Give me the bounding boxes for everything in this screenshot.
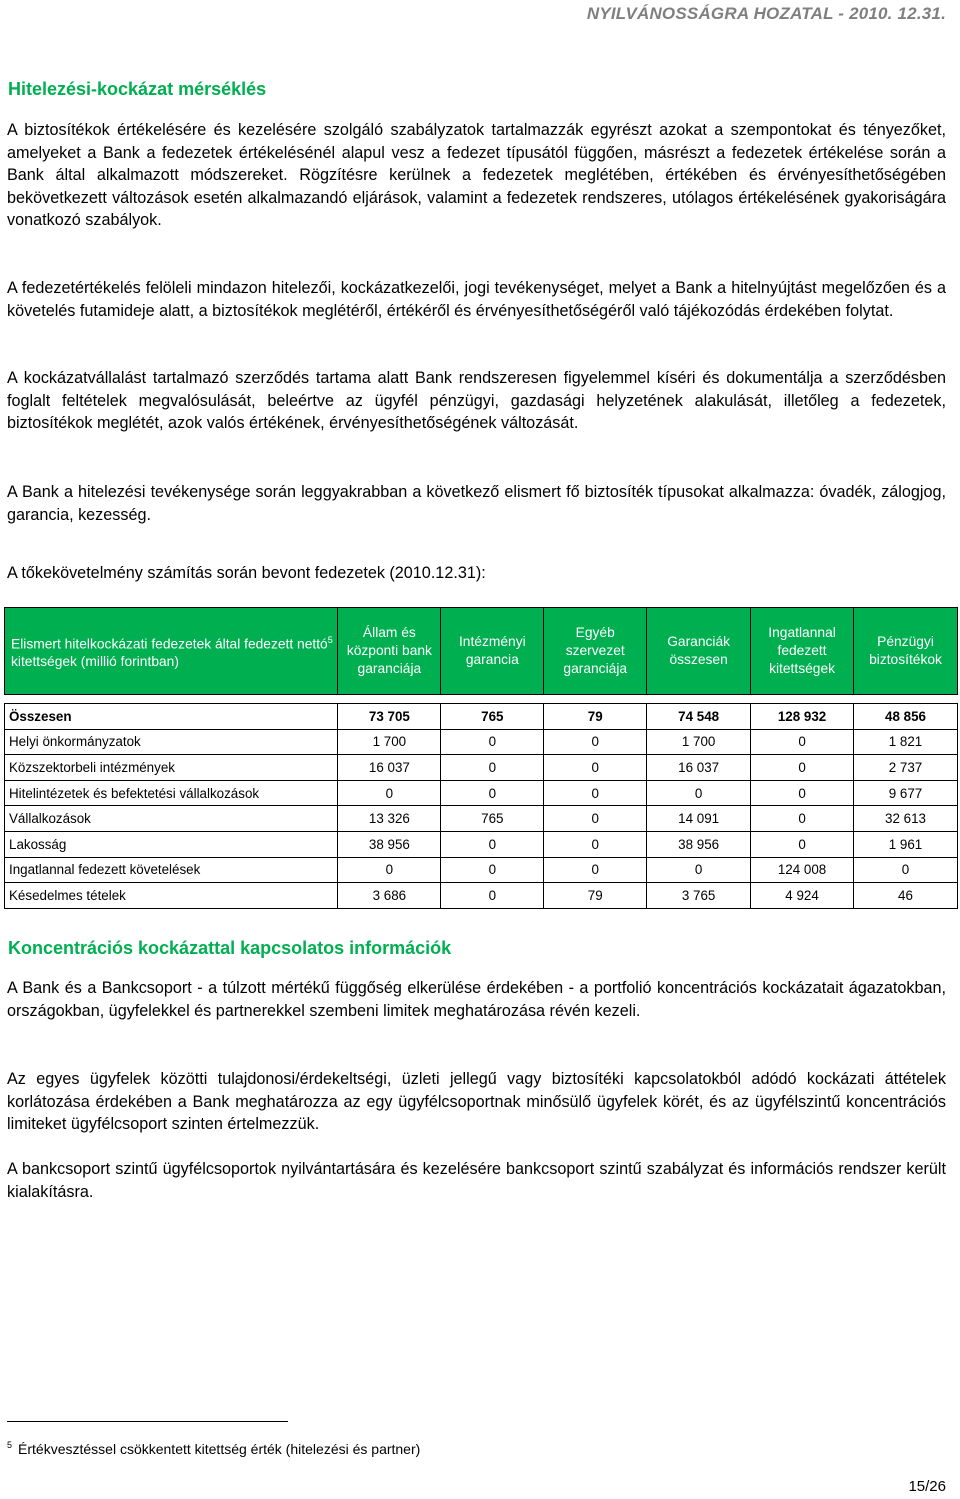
table-cell: 74 548 <box>647 704 751 730</box>
row-label: Vállalkozások <box>5 806 338 832</box>
table-header-cell: Pénzügyi biztosítékok <box>854 608 958 695</box>
paragraph: A biztosítékok értékelésére és kezelésére szolgáló szabályzatok tartalmazzák egyrészt azokat a szempontokat és tényezőket, amelyeket a Bank a fedezetek értékelésénél alapul vesz a fedezet típusától függően, másrészt a fedezetek értékelése során a Bank által alkalmazott módszereket. Rögzítésre kerülnek a fedezetek meglétében, értékében és érvényesíthetőségében bekövetkezett változások esetén alkalmazandó eljárások, valamint a fedezetek rendszeres, utólagos értékelésének gyakoriságára vonatkozó szabályok. <box>7 121 946 230</box>
row-label: Helyi önkormányzatok <box>5 729 338 755</box>
paragraph: A tőkekövetelmény számítás során bevont fedezetek (2010.12.31): <box>7 564 486 582</box>
table-row-total <box>5 704 958 730</box>
table-cell: 0 <box>751 831 854 857</box>
table-cell: 0 <box>441 755 544 781</box>
paragraph: A kockázatvállalást tartalmazó szerződés tartama alatt Bank rendszeresen figyelemmel kíséri és dokumentálja a szerződésben foglalt feltételek megvalósulását, beleértve az ügyfél pénzügyi, gazdasági helyzetének alakulását, illetőleg a fedezetek, biztosítékok meglétét, azok valós értékének, érvényesíthetőségének változását. <box>7 369 946 433</box>
collateral-table <box>4 607 958 909</box>
table-row <box>5 883 958 909</box>
table-cell: 14 091 <box>647 806 751 832</box>
table-cell: 0 <box>544 857 647 883</box>
table-cell: 48 856 <box>854 704 958 730</box>
table-cell: 0 <box>751 780 854 806</box>
row-label: Lakosság <box>5 831 338 857</box>
table-cell: 38 956 <box>647 831 751 857</box>
table-cell: 0 <box>544 780 647 806</box>
table-cell: 1 821 <box>854 729 958 755</box>
table-cell: 0 <box>544 831 647 857</box>
table-row <box>5 806 958 832</box>
table-row <box>5 831 958 857</box>
table-cell: 38 956 <box>338 831 441 857</box>
table-header-cell: Állam és központi bank garanciája <box>338 608 441 695</box>
table-cell: 1 700 <box>338 729 441 755</box>
paragraph: A bankcsoport szintű ügyfélcsoportok nyilvántartására és kezelésére bankcsoport szintű szabályzat és információs rendszer került kialakításra. <box>7 1160 946 1201</box>
document-header: NYILVÁNOSSÁGRA HOZATAL - 2010. 12.31. <box>586 4 946 23</box>
table-cell: 0 <box>441 883 544 909</box>
row-label: Késedelmes tételek <box>5 883 338 909</box>
table-cell: 0 <box>544 806 647 832</box>
table-cell: 1 700 <box>647 729 751 755</box>
table-cell: 2 737 <box>854 755 958 781</box>
table-cell: 128 932 <box>751 704 854 730</box>
row-label: Közszektorbeli intézmények <box>5 755 338 781</box>
section-title-concentration-risk: Koncentrációs kockázattal kapcsolatos információk <box>8 938 452 958</box>
page-number: 15/26 <box>908 1478 946 1495</box>
table-cell: 0 <box>751 755 854 781</box>
table-cell: 13 326 <box>338 806 441 832</box>
table-cell: 124 008 <box>751 857 854 883</box>
table-cell: 0 <box>441 729 544 755</box>
table-cell: 73 705 <box>338 704 441 730</box>
row-label: Hitelintézetek és befektetési vállalkozások <box>5 780 338 806</box>
table-row <box>5 755 958 781</box>
table-cell: 765 <box>441 704 544 730</box>
section-title-credit-risk-mitigation: Hitelezési-kockázat mérséklés <box>8 79 267 99</box>
table-cell: 32 613 <box>854 806 958 832</box>
table-cell: 0 <box>854 857 958 883</box>
footnote-text: Értékvesztéssel csökkentett kitettség érték (hitelezési és partner) <box>18 1441 421 1457</box>
footnote-marker: 5 <box>7 1440 13 1450</box>
paragraph: A Bank a hitelezési tevékenysége során leggyakrabban a következő elismert fő biztosíték típusokat alkalmazza: óvadék, zálogjog, garancia, kezesség. <box>7 483 946 524</box>
table-header-cell: Intézményi garancia <box>441 608 544 695</box>
table-cell: 0 <box>647 780 751 806</box>
footnote <box>7 1440 420 1457</box>
paragraph: A fedezetértékelés felöleli mindazon hitelezői, kockázatkezelői, jogi tevékenységet, melyet a Bank a hitelnyújtást megelőzően és a követelés futamideje alatt, a biztosítékok meglétéről, értékéről és érvényesíthetőségéről való tájékozódás érdekében folytat. <box>7 279 946 320</box>
table-cell: 46 <box>854 883 958 909</box>
table-cell: 0 <box>544 729 647 755</box>
table-cell: 0 <box>647 857 751 883</box>
table-cell: 765 <box>441 806 544 832</box>
table-cell: 16 037 <box>647 755 751 781</box>
table-cell: 0 <box>338 857 441 883</box>
table-cell: 0 <box>544 755 647 781</box>
table-cell: 0 <box>338 780 441 806</box>
table-header-cell: Egyéb szervezet garanciája <box>544 608 647 695</box>
row-label: Összesen <box>5 704 338 730</box>
table-cell: 1 961 <box>854 831 958 857</box>
table-header-cell: Elismert hitelkockázati fedezetek által fedezett nettó$^5$ kitettségek (millió forintban) <box>5 608 338 695</box>
table-cell: 9 677 <box>854 780 958 806</box>
table-row <box>5 780 958 806</box>
paragraph: A Bank és a Bankcsoport - a túlzott mértékű függőség elkerülése érdekében - a portfolió koncentrációs kockázatait ágazatokban, országokban, ügyfelekkel és partnerekkel szembeni limitek meghatározása révén kezeli. <box>7 979 946 1020</box>
table-row <box>5 857 958 883</box>
table-cell: 16 037 <box>338 755 441 781</box>
table-row <box>5 729 958 755</box>
table-cell: 79 <box>544 883 647 909</box>
table-cell: 0 <box>441 780 544 806</box>
table-cell: 0 <box>441 857 544 883</box>
table-cell: 79 <box>544 704 647 730</box>
paragraph: Az egyes ügyfelek közötti tulajdonosi/érdekeltségi, üzleti jellegű vagy biztosítéki kapcsolatokból adódó kockázati áttételek korlátozása érdekében a Bank meghatározza az egy ügyfélcsoportnak minősülő ügyfelek körét, és az ügyfélszintű koncentrációs limiteket ügyfélcsoport szinten értelmezzük. <box>7 1070 946 1134</box>
row-label: Ingatlannal fedezett követelések <box>5 857 338 883</box>
table-cell: 0 <box>441 831 544 857</box>
table-header-cell: Garanciák összesen <box>647 608 751 695</box>
table-cell: 0 <box>751 806 854 832</box>
table-cell: 3 765 <box>647 883 751 909</box>
table-cell: 4 924 <box>751 883 854 909</box>
footnote-divider <box>7 1421 288 1422</box>
table-cell: 3 686 <box>338 883 441 909</box>
table-header-row <box>5 608 958 695</box>
table-cell: 0 <box>751 729 854 755</box>
table-header-cell: Ingatlannal fedezett kitettségek <box>751 608 854 695</box>
